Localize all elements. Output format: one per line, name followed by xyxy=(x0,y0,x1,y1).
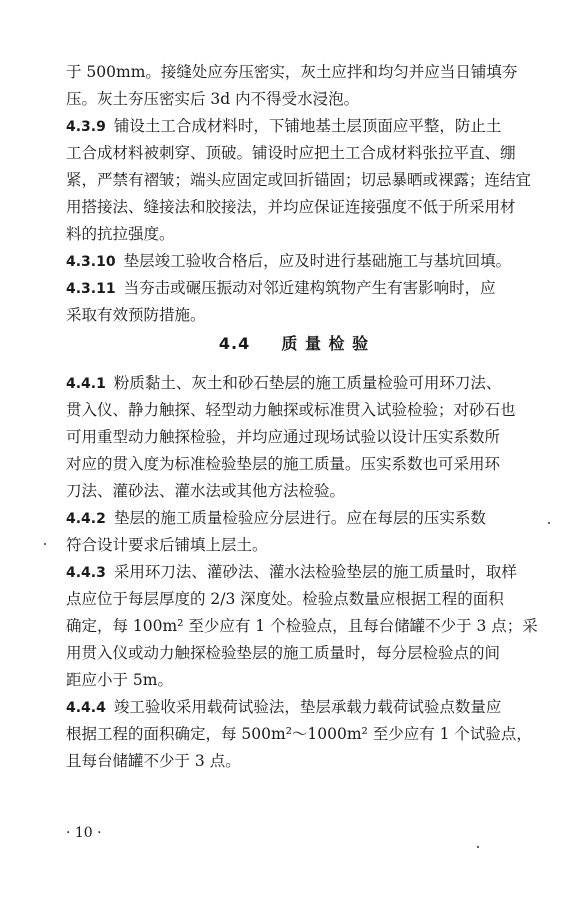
text-line: 压。灰土夯压密实后 3d 内不得受水浸泡。 xyxy=(66,90,360,108)
clause-number: 4.3.10 xyxy=(66,254,116,270)
clause-number: 4.4.3 xyxy=(66,565,106,581)
clause-4-4-2 xyxy=(66,505,540,559)
text-line: 采取有效预防措施。 xyxy=(66,306,206,324)
section-title: 质 量 检 验 xyxy=(281,334,370,353)
clause-number: 4.4.4 xyxy=(66,700,106,716)
continuation-paragraph xyxy=(66,59,540,113)
text-line: 用搭接法、缝接法和胶接法，并均应保证连接强度不低于所采用材 xyxy=(66,198,516,216)
text-line: 料的抗拉强度。 xyxy=(66,225,175,243)
text-line: 当夯击或碾压振动对邻近建构筑物产生有害影响时，应 xyxy=(123,279,496,297)
text-line: 工合成材料被刺穿、顶破。铺设时应把土工合成材料张拉平直、绷 xyxy=(66,144,516,162)
text-line: 垫层竣工验收合格后，应及时进行基础施工与基坑回填。 xyxy=(123,252,512,270)
text-line: 用贯入仪或动力触探检验垫层的施工质量时，每分层检验点的间 xyxy=(66,644,501,662)
clause-4-3-11 xyxy=(66,275,540,329)
text-line: 贯入仪、静力触探、轻型动力触探或标准贯入试验检验；对砂石也 xyxy=(66,401,516,419)
section-heading xyxy=(0,330,588,357)
text-line: 符合设计要求后铺填上层土。 xyxy=(66,536,268,554)
text-line: 于 500mm。接缝处应夯压密实，灰土应拌和均匀并应当日铺填夯 xyxy=(66,63,518,81)
text-line: 确定，每 100m² 至少应有 1 个检验点，且每台储罐不少于 3 点；采 xyxy=(66,617,538,635)
clause-4-4-3 xyxy=(66,559,540,694)
text-line: 刀法、灌砂法、灌水法或其他方法检验。 xyxy=(66,482,346,500)
text-line: 距应小于 5m。 xyxy=(66,671,173,689)
clause-4-3-9 xyxy=(66,113,540,248)
section-number: 4.4 xyxy=(218,334,251,353)
text-line: 采用环刀法、灌砂法、灌水法检验垫层的施工质量时，取样 xyxy=(113,563,517,581)
scan-speck xyxy=(548,522,550,524)
text-line: 可用重型动力触探检验，并均应通过现场试验以设计压实系数所 xyxy=(66,428,501,446)
text-line: 点应位于每层厚度的 2/3 深度处。检验点数量应根据工程的面积 xyxy=(66,590,504,608)
clause-4-3-10 xyxy=(66,248,540,275)
clause-4-4-4 xyxy=(66,694,540,775)
text-line: 且每台储罐不少于 3 点。 xyxy=(66,752,241,770)
text-line: 竣工验收采用载荷试验法，垫层承载力载荷试验点数量应 xyxy=(113,698,502,716)
text-line: 粉质黏土、灰土和砂石垫层的施工质量检验可用环刀法、 xyxy=(113,374,502,392)
clause-number: 4.3.11 xyxy=(66,281,116,297)
page-number: · 10 · xyxy=(66,825,102,841)
clause-number: 4.4.1 xyxy=(66,376,106,392)
text-line: 铺设土工合成材料时，下铺地基土层顶面应平整，防止土 xyxy=(113,117,502,135)
text-line: 垫层的施工质量检验应分层进行。应在每层的压实系数 xyxy=(113,509,486,527)
text-line: 紧，严禁有褶皱；端头应固定或回折锚固；切忌暴晒或裸露；连结宜 xyxy=(66,171,532,189)
clause-number: 4.4.2 xyxy=(66,511,106,527)
clause-4-4-1 xyxy=(66,370,540,505)
scan-speck xyxy=(44,543,46,545)
scan-speck xyxy=(477,846,479,848)
text-line: 对应的贯入度为标准检验垫层的施工质量。压实系数也可采用环 xyxy=(66,455,501,473)
text-line: 根据工程的面积确定，每 500m²～1000m² 至少应有 1 个试验点， xyxy=(66,725,532,743)
clause-number: 4.3.9 xyxy=(66,119,106,135)
